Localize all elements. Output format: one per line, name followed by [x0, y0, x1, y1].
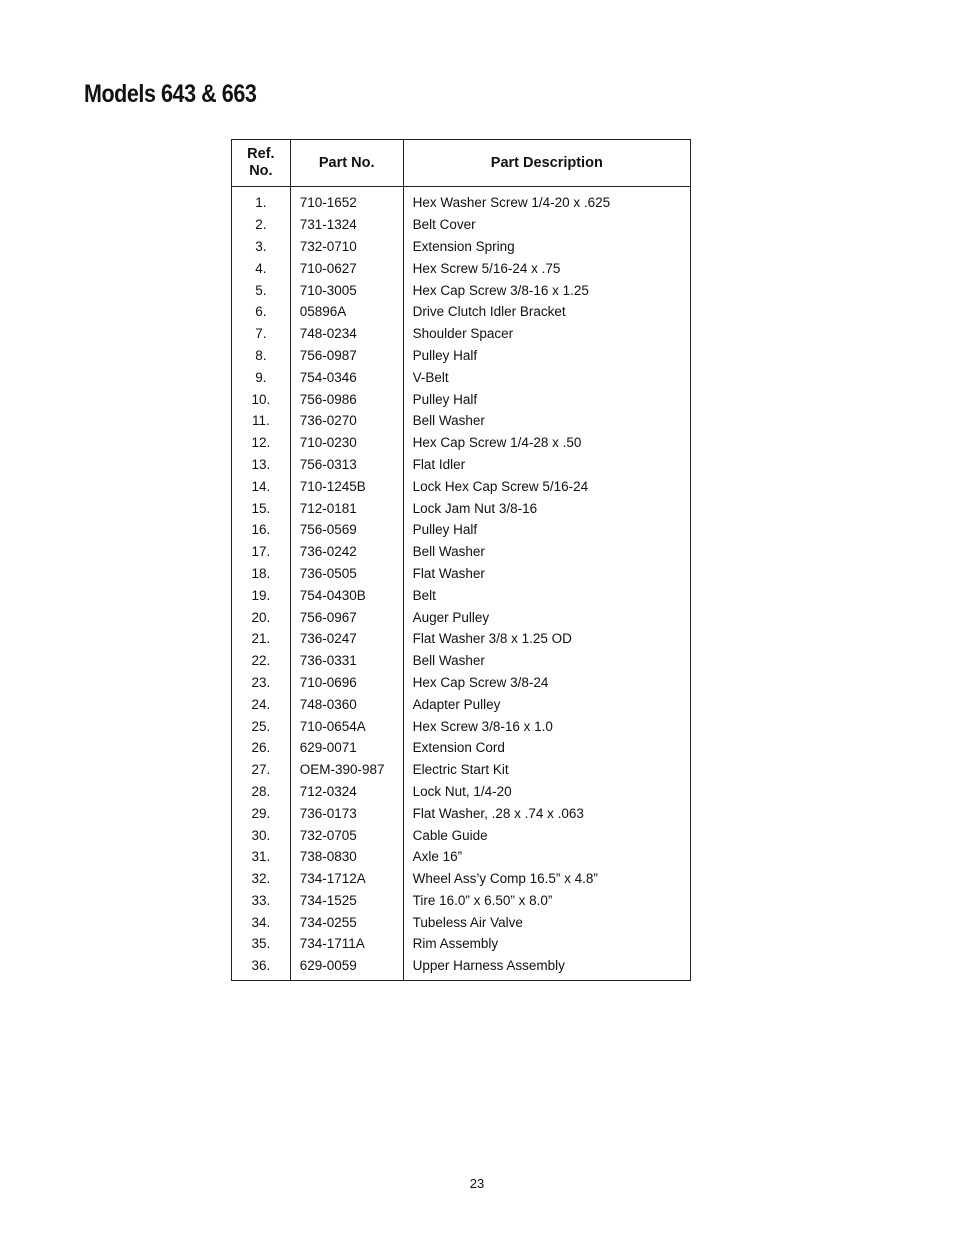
part-description-cell: Tire 16.0” x 6.50” x 8.0” [403, 890, 690, 912]
table-row [232, 672, 691, 694]
ref-no-cell: 5. [255, 282, 267, 298]
ref-no-cell: 2. [255, 217, 267, 233]
ref-no-cell: 19. [251, 587, 271, 603]
part-no-cell: 756-0987 [290, 345, 403, 367]
part-no-cell: 710-1245B [290, 475, 403, 497]
part-description-cell: Wheel Ass’y Comp 16.5” x 4.8” [403, 868, 690, 890]
part-description-cell: Adapter Pulley [403, 693, 690, 715]
part-description-cell: Bell Washer [403, 541, 690, 563]
ref-no-cell: 29. [251, 805, 271, 821]
part-no-cell: 736-0270 [290, 410, 403, 432]
ref-no-cell: 34. [251, 914, 271, 930]
ref-no-cell: 3. [255, 238, 267, 254]
table-row [232, 214, 691, 236]
part-description-cell: Flat Idler [403, 454, 690, 476]
parts-table-body [232, 187, 691, 981]
table-row [232, 454, 691, 476]
ref-no-cell: 21. [251, 631, 271, 647]
part-description-cell: Auger Pulley [403, 606, 690, 628]
part-no-cell: 736-0247 [290, 628, 403, 650]
table-row [232, 715, 691, 737]
table-row [232, 781, 691, 803]
table-row [232, 323, 691, 345]
part-description-cell: Hex Washer Screw 1/4-20 x .625 [403, 187, 690, 214]
parts-table [231, 139, 691, 981]
part-no-cell: 712-0324 [290, 781, 403, 803]
part-description-cell: Rim Assembly [403, 933, 690, 955]
table-row [232, 693, 691, 715]
part-no-cell: 712-0181 [290, 497, 403, 519]
table-row [232, 868, 691, 890]
ref-no-cell: 23. [251, 674, 271, 690]
part-no-cell: 748-0360 [290, 693, 403, 715]
part-no-cell: 731-1324 [290, 214, 403, 236]
part-no-cell: 710-0654A [290, 715, 403, 737]
ref-no-cell: 14. [251, 478, 271, 494]
table-row [232, 541, 691, 563]
part-no-cell: 710-0230 [290, 432, 403, 454]
ref-no-cell: 32. [251, 871, 271, 887]
ref-no-cell: 7. [255, 326, 267, 342]
part-no-cell: 736-0331 [290, 650, 403, 672]
part-no-cell: 732-0705 [290, 824, 403, 846]
ref-no-cell: 25. [251, 718, 271, 734]
part-description-cell: Extension Cord [403, 737, 690, 759]
part-no-cell: 756-0967 [290, 606, 403, 628]
ref-no-cell: 9. [255, 369, 267, 385]
part-no-cell: 756-0986 [290, 388, 403, 410]
part-description-cell: Axle 16” [403, 846, 690, 868]
ref-no-cell: 33. [251, 892, 271, 908]
table-row [232, 890, 691, 912]
part-description-cell: Hex Cap Screw 1/4-28 x .50 [403, 432, 690, 454]
table-row [232, 563, 691, 585]
table-row [232, 187, 691, 214]
part-description-cell: V-Belt [403, 366, 690, 388]
table-row [232, 911, 691, 933]
table-row [232, 257, 691, 279]
part-description-cell: Lock Hex Cap Screw 5/16-24 [403, 475, 690, 497]
ref-no-cell: 28. [251, 783, 271, 799]
part-no-cell: 710-1652 [290, 187, 403, 214]
part-description-cell: Tubeless Air Valve [403, 911, 690, 933]
part-no-cell: 710-0696 [290, 672, 403, 694]
table-row [232, 279, 691, 301]
page-title: Models 643 & 663 [84, 80, 257, 108]
table-row [232, 759, 691, 781]
table-row [232, 388, 691, 410]
part-no-cell: 754-0346 [290, 366, 403, 388]
ref-no-cell: 1. [255, 195, 267, 211]
part-description-cell: Lock Nut, 1/4-20 [403, 781, 690, 803]
table-row [232, 410, 691, 432]
ref-no-cell: 35. [251, 936, 271, 952]
table-row [232, 519, 691, 541]
part-description-cell: Flat Washer, .28 x .74 x .063 [403, 802, 690, 824]
part-description-cell: Hex Cap Screw 3/8-16 x 1.25 [403, 279, 690, 301]
ref-no-cell: 36. [251, 958, 271, 974]
ref-no-cell: 26. [251, 740, 271, 756]
part-description-cell: Belt [403, 584, 690, 606]
part-description-cell: Belt Cover [403, 214, 690, 236]
part-no-cell: 734-1711A [290, 933, 403, 955]
table-row [232, 628, 691, 650]
part-description-cell: Pulley Half [403, 388, 690, 410]
part-no-cell: 710-0627 [290, 257, 403, 279]
table-row [232, 432, 691, 454]
ref-no-cell: 12. [251, 435, 271, 451]
part-no-cell: 710-3005 [290, 279, 403, 301]
ref-no-cell: 16. [251, 522, 271, 538]
part-no-cell: 738-0830 [290, 846, 403, 868]
part-no-cell: 754-0430B [290, 584, 403, 606]
part-description-cell: Hex Cap Screw 3/8-24 [403, 672, 690, 694]
table-row [232, 737, 691, 759]
part-description-cell: Lock Jam Nut 3/8-16 [403, 497, 690, 519]
part-description-cell: Hex Screw 5/16-24 x .75 [403, 257, 690, 279]
part-no-cell: 736-0505 [290, 563, 403, 585]
part-description-cell: Bell Washer [403, 650, 690, 672]
part-no-cell: 756-0569 [290, 519, 403, 541]
table-row [232, 846, 691, 868]
part-no-cell: 736-0242 [290, 541, 403, 563]
ref-no-cell: 31. [251, 849, 271, 865]
table-row [232, 475, 691, 497]
part-no-cell: 756-0313 [290, 454, 403, 476]
table-row [232, 955, 691, 980]
ref-no-cell: 10. [251, 391, 271, 407]
part-no-cell: 732-0710 [290, 236, 403, 258]
ref-no-cell: 8. [255, 347, 267, 363]
part-no-cell: 629-0059 [290, 955, 403, 980]
ref-no-cell: 18. [251, 565, 271, 581]
table-row [232, 236, 691, 258]
page-number: 23 [469, 1176, 485, 1191]
part-no-cell: 736-0173 [290, 802, 403, 824]
header-ref-no: Ref. No. [232, 140, 291, 187]
part-description-cell: Flat Washer 3/8 x 1.25 OD [403, 628, 690, 650]
table-row [232, 824, 691, 846]
part-description-cell: Hex Screw 3/8-16 x 1.0 [403, 715, 690, 737]
part-description-cell: Pulley Half [403, 519, 690, 541]
part-no-cell: 05896A [290, 301, 403, 323]
header-part-no: Part No. [290, 140, 403, 187]
table-header-row [232, 140, 691, 187]
part-description-cell: Drive Clutch Idler Bracket [403, 301, 690, 323]
table-row [232, 650, 691, 672]
table-row [232, 606, 691, 628]
table-row [232, 584, 691, 606]
part-description-cell: Cable Guide [403, 824, 690, 846]
ref-no-cell: 27. [251, 762, 271, 778]
ref-no-cell: 11. [251, 413, 270, 429]
table-row [232, 497, 691, 519]
ref-no-cell: 20. [251, 609, 271, 625]
part-no-cell: 734-1525 [290, 890, 403, 912]
part-description-cell: Pulley Half [403, 345, 690, 367]
ref-no-cell: 15. [251, 500, 271, 516]
header-part-description: Part Description [403, 140, 690, 187]
table-row [232, 345, 691, 367]
ref-no-cell: 22. [251, 653, 271, 669]
part-description-cell: Electric Start Kit [403, 759, 690, 781]
part-description-cell: Extension Spring [403, 236, 690, 258]
part-no-cell: 629-0071 [290, 737, 403, 759]
ref-no-cell: 13. [251, 456, 271, 472]
ref-no-cell: 4. [255, 260, 267, 276]
table-row [232, 366, 691, 388]
ref-no-cell: 6. [255, 304, 267, 320]
ref-no-cell: 17. [251, 544, 271, 560]
table-row [232, 802, 691, 824]
ref-no-cell: 24. [251, 696, 271, 712]
ref-no-cell: 30. [251, 827, 271, 843]
part-no-cell: 734-1712A [290, 868, 403, 890]
table-row [232, 301, 691, 323]
part-description-cell: Shoulder Spacer [403, 323, 690, 345]
part-description-cell: Upper Harness Assembly [403, 955, 690, 980]
part-no-cell: 734-0255 [290, 911, 403, 933]
part-no-cell: OEM-390-987 [290, 759, 403, 781]
part-no-cell: 748-0234 [290, 323, 403, 345]
part-description-cell: Bell Washer [403, 410, 690, 432]
table-row [232, 933, 691, 955]
part-description-cell: Flat Washer [403, 563, 690, 585]
